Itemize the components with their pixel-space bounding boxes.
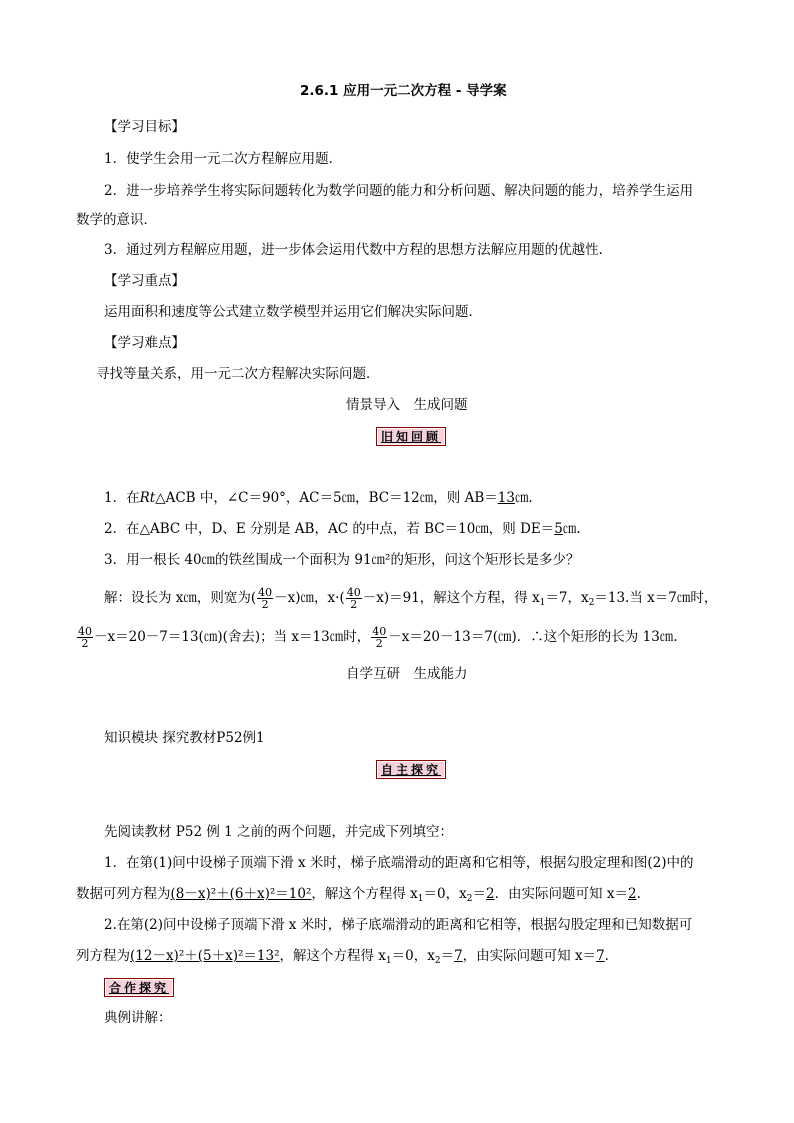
- section2-heading: 自学互研 生成能力: [346, 666, 468, 682]
- answer-x-1: 2: [627, 886, 637, 902]
- problem-2-line2: 列方程为(12－x)²＋(5＋x)²＝13²，解这个方程得 $x_1=0$，$x_2=7$，由实际问题可知 x＝7.: [76, 948, 609, 966]
- fraction: $\frac{40}{2}$: [346, 586, 361, 611]
- self-study-intro: 先阅读教材 P52 例 1 之前的两个问题，并完成下列填空：: [104, 824, 454, 840]
- difficulties-text: 寻找等量关系，用一元二次方程解决实际问题．: [96, 366, 380, 382]
- page-title: 2.6.1 应用一元二次方程 - 导学案: [300, 83, 507, 99]
- review-question-3: 3．用一根长 40㎝的铁丝围成一个面积为 91㎝²的矩形，问这个矩形长是多少？: [104, 552, 580, 568]
- review-question-1: 1．在Rt△ACB 中，∠C＝90°，AC＝5㎝，BC＝12㎝，则 AB＝13㎝.: [104, 490, 533, 506]
- equation-2: (12－x)²＋(5＋x)²＝13²: [130, 948, 280, 964]
- key-points-heading: 【学习重点】: [104, 273, 185, 289]
- objective-1: 1．使学生会用一元二次方程解应用题．: [104, 151, 343, 167]
- knowledge-module: 知识模块 探究教材P52例1: [104, 730, 265, 746]
- objective-2-line2: 数学的意识．: [76, 212, 157, 228]
- cooperation-badge: 合作探究: [104, 978, 174, 997]
- objective-3: 3．通过列方程解应用题，进一步体会运用代数中方程的思想方法解应用题的优越性．: [104, 242, 613, 258]
- objectives-heading: 【学习目标】: [104, 119, 185, 135]
- answer-x-2: 7: [596, 948, 605, 964]
- answer-de: 5: [554, 521, 563, 537]
- fraction: $\frac{40}{2}$: [372, 625, 387, 650]
- fraction: $\frac{40}{2}$: [258, 586, 273, 611]
- examples-heading: 典例讲解：: [104, 1010, 172, 1026]
- review-question-2: 2．在△ABC 中，D、E 分别是 AB，AC 的中点，若 BC＝10㎝，则 DE＝5㎝.: [104, 521, 581, 537]
- self-study-badge: 自主探究: [376, 760, 446, 779]
- section1-heading: 情景导入 生成问题: [346, 397, 468, 413]
- problem-1-line1: 1．在第(1)问中设梯子顶端下滑 x 米时，梯子底端滑动的距离和它相等，根据勾股定理和图(2)中的: [104, 855, 694, 871]
- objective-2-line1: 2．进一步培养学生将实际问题转化为数学问题的能力和分析问题、解决问题的能力，培养学生运用: [104, 183, 694, 199]
- problem-1-line2: 数据可列方程为(8－x)²＋(6＋x)²＝10²，解这个方程得 $x_1=0$，$x_2=2$．由实际问题可知 x＝2.: [76, 886, 641, 904]
- equation-1: (8－x)²＋(6＋x)²＝10²: [170, 886, 312, 902]
- review-badge: 旧知回顾: [376, 427, 446, 446]
- fraction: $\frac{40}{2}$: [78, 625, 92, 650]
- difficulties-heading: 【学习难点】: [104, 335, 185, 351]
- solution-line1: 解：设长为 x㎝，则宽为( $\frac{40}{2}$ －x)㎝，x·( $\frac{40}{2}$ －x)＝91，解这个方程，得 $x_1=7$，$x_2=13$.当 x＝7㎝时，: [104, 586, 718, 611]
- problem-2-line1: 2.在第(2)问中设梯子顶端下滑 x 米时，梯子底端滑动的距离和它相等，根据勾股定理和已知数据可: [104, 917, 693, 933]
- solution-line2: $\frac{40}{2}$ －x＝20－7＝13(㎝)(舍去)；当 x＝13㎝时， $\frac{40}{2}$ －x＝20－13＝7(㎝)．∴这个矩形的长为 13㎝.: [78, 625, 678, 650]
- answer-ab: 13: [497, 490, 515, 506]
- key-points-text: 运用面积和速度等公式建立数学模型并运用它们解决实际问题．: [104, 304, 482, 320]
